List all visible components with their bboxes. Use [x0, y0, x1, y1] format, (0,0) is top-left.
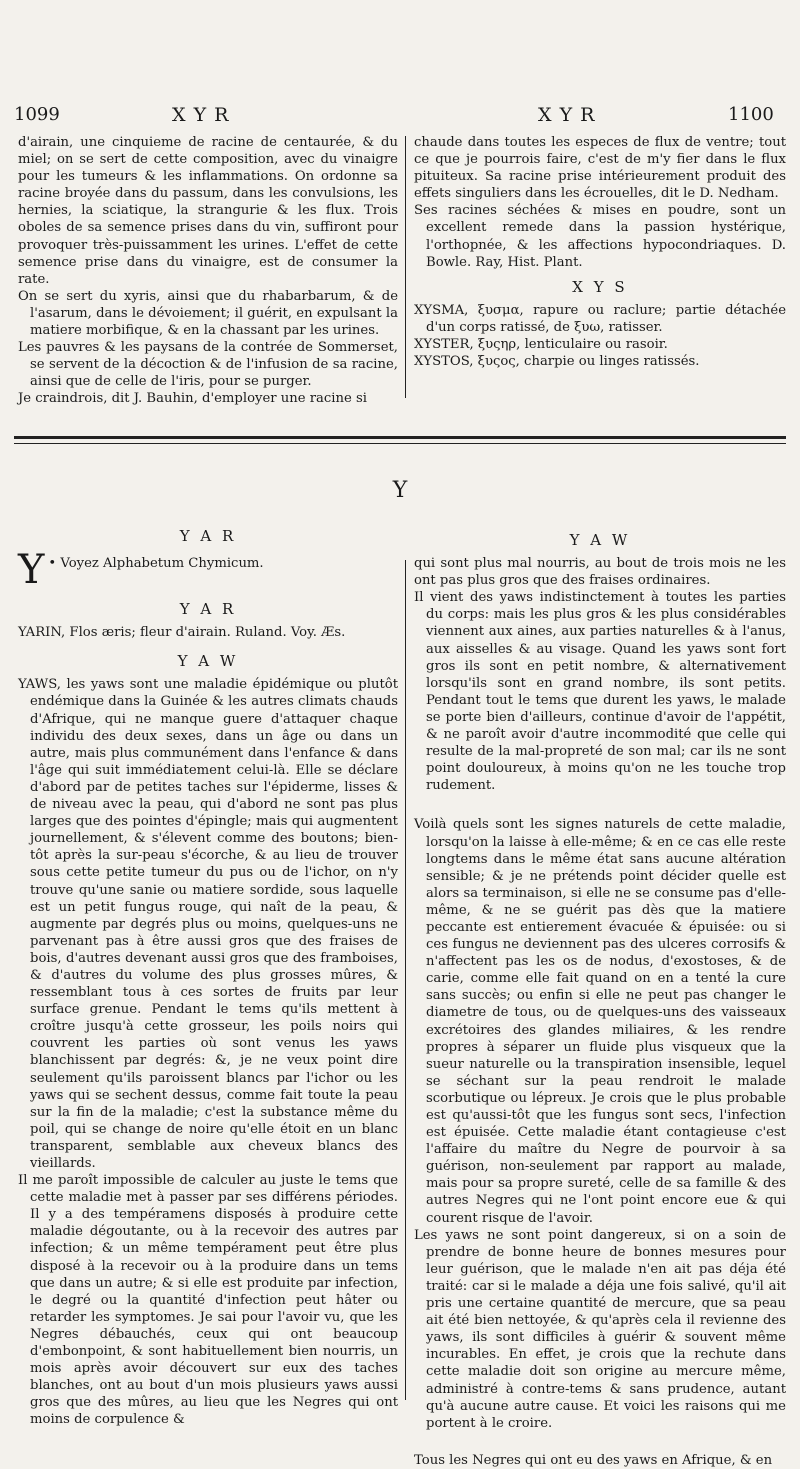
paragraph: On se sert du xyris, ainsi que du rhabarbarum, & de l'asarum, dans le dévoiement; il guérit, en expulsant la matiere morbifique, & en la chassant par les urines.: [18, 288, 398, 339]
entry-xyster: XYSTER, ξυςηρ, lenticulaire ou rasoir.: [414, 337, 668, 353]
section-heading-yaw-right: Y A W: [569, 531, 631, 549]
paragraph: Il me paroît impossible de calculer au juste le tems que cette maladie met à passer par ses différens périodes. Il y a des tempéramens disposés à produire cette maladie dégoutante, ou à la recevoir des autres par infection; & un même tempérament peut être plus disposé à la recevoir ou à la produire dans un tems que dans un autre; & si elle est produite par infection, le degré ou la quantité d'infection peut hâter ou retarder les symptomes. Je sai pour l'avoir vu, que les Negres débauchés, ceux qui ont beaucoup d'embonpoint, & sont habituellement bien nourris, un mois après avoir découvert sur eux des taches blanches, ont au bout d'un mois plusieurs yaws aussi gros que des mûres, au lieu que les Negres qui ont moins de corpulence &: [18, 1173, 398, 1428]
entry-xystos: XYSTOS, ξυςος, charpie ou linges ratissés.: [414, 354, 700, 370]
section-heading-yar-2: Y A R: [179, 600, 237, 619]
entry-y-text: • Voyez Alphabetum Chymicum.: [48, 556, 264, 572]
right-running-title: X Y R: [538, 104, 596, 126]
section-heading-yaw: Y A W: [177, 652, 239, 671]
letter-heading: Y: [392, 478, 408, 503]
section-rule-thick: [14, 436, 786, 439]
paragraph: qui sont plus mal nourris, au bout de trois mois ne les ont pas plus gros que des fraises ordinaires.: [414, 556, 786, 589]
section-heading-xys: X Y S: [572, 277, 628, 296]
paragraph: Il vient des yaws indistinctement à toutes les parties du corps: mais les plus gros & les plus considérables viennent aux aines, aux parties naturelles & à l'anus, aux aisselles & au visage. Quand les yaws sont fort gros ils sont en petit nombre, & alternativement lorsqu'ils sont en grand nombre, ils sont petits. Pendant tout le tems que durent les yaws, le malade se porte bien d'ailleurs, continue d'avoir de l'appétit, & ne paroît avoir d'autre incommodité que celle qui resulte de la mal-propreté de son mal; car ils ne sont point douloureux, à moins qu'on ne les touche trop rudement.: [414, 590, 786, 794]
left-running-title: X Y R: [172, 104, 230, 126]
column-divider: [405, 136, 406, 398]
section-heading-yar: Y A R: [179, 527, 237, 545]
paragraph: Je craindrois, dit J. Bauhin, d'employer une racine si: [18, 391, 367, 407]
paragraph: Les pauvres & les paysans de la contrée de Sommerset, se servent de la décoction & de l'infusion de sa racine, ainsi que de celle de l'iris, pour se purger.: [18, 340, 398, 390]
paragraph: Ses racines séchées & mises en poudre, sont un excellent remede dans la passion hystérique, l'orthopnée, & les affections hypocondriaques. D. Bowle. Ray, Hist. Plant.: [414, 203, 786, 270]
bottom-right-column: [414, 532, 786, 1469]
paragraph: Voilà quels sont les signes naturels de cette maladie, lorsqu'on la laisse à elle-même; & en ce cas elle reste longtems dans le même état sans aucune altération sensible; & je ne prétends point décider quelle est alors sa terminaison, si elle ne se consume pas d'elle-même, & ne se guérit pas dès que la matiere peccante est entierement évacuée & épuisée: ou si ces fungus ne deviennent pas des ulceres corrosifs & n'affectent pas les os de nodus, d'exostoses, & de carie, comme elle fait quand on en a tenté la cure sans succès; ou enfin si elle ne peut pas changer le diametre de tous, ou de quelques-uns des vaisseaux excrétoires des glandes miliaires, & les rendre propres à séparer un fluide plus visqueux que la sueur naturelle ou la transpiration insensible, lequel se séchant sur la peau rendroit le malade scorbutique ou lépreux. Je crois que le plus probable est qu'aussi-tôt que les fungus sont secs, l'infection est épuisée. Cette maladie étant contagieuse c'est l'affaire du maître du Negre de pourvoir à sa guérison, non-seulement par rapport au malade, mais pour sa propre sureté, celle de sa famille & des autres Negres qui ne l'ont point encore eue & qui courent risque de l'avoir.: [414, 817, 786, 1226]
entry-yarin: YARIN, Flos æris; fleur d'airain. Ruland. Voy. Æs.: [18, 625, 346, 641]
entry-y: [18, 547, 398, 594]
entry-xysma: XYSMA, ξυσμα, rapure ou raclure; partie détachée d'un corps ratissé, de ξυω, ratisser.: [414, 302, 786, 335]
bottom-left-column: [18, 528, 398, 1429]
paragraph: Les yaws ne sont point dangereux, si on a soin de prendre de bonne heure de bonnes mesures pour leur guérison, que le malade n'en ait pas déja été traité: car si le malade a déja une fois salivé, qu'il ait pris une certaine quantité de mercure, que sa peau ait été bien nettoyée, & qu'après cela il revienne des yaws, ils sont difficiles à guérir & souvent même incurables. En effet, je crois que la rechute dans cette maladie doit son origine au mercure même, administré à contre-tems & sans prudence, autant qu'à aucune autre cause. Et voici les raisons qui me portent à le croire.: [414, 1227, 786, 1431]
drop-cap-y: Y: [18, 547, 45, 594]
left-page-number: 1099: [14, 104, 60, 125]
paragraph: chaude dans toutes les especes de flux de ventre; tout ce que je pourrois faire, c'est de m'y fier dans le flux pituiteux. Sa racine prise intérieurement produit des effets singuliers dans les écrouelles, dit le D. Nedham.: [414, 135, 786, 202]
right-page-number: 1100: [728, 104, 774, 125]
section-rule-thin: [14, 443, 786, 444]
paragraph: d'airain, une cinquieme de racine de centaurée, & du miel; on se sert de cette composition, avec du vinaigre pour les tumeurs & les inflammations. On ordonne sa racine broyée dans du passum, dans les convulsions, les hernies, la sciatique, la strangurie & les flux. Trois oboles de sa semence prises dans du vin, suffiront pour provoquer très-puissamment les urines. L'effet de cette semence prise dans du vinaigre, est de consumer la rate.: [18, 135, 398, 287]
entry-yaws: YAWS, les yaws sont une maladie épidémique ou plutôt endémique dans la Guinée & les autres climats chauds d'Afrique, qui ne manque guere d'attaquer chaque individu des deux sexes, dans un âge ou dans un autre, mais plus communément dans l'enfance & dans l'âge qui suit immédiatement celui-là. Elle se déclare d'abord par de petites taches sur l'épiderme, lisses & de niveau avec la peau, qui d'abord ne sont pas plus larges que des pointes d'épingle; mais qui augmentent journellement, & s'élevent comme des boutons; bien-tôt après la sur-peau s'écorche, & au lieu de trouver sous cette petite tumeur du pus ou de l'ichor, on n'y trouve qu'une sanie ou matiere sordide, sous laquelle est un petit fungus rouge, qui naît de la peau, & augmente par degrés plus ou moins, quelques-uns ne parvenant pas à être aussi gros que des fraises de bois, d'autres devenant aussi gros que des framboises, & d'autres du volume des plus grosses mûres, & ressemblant tous à ces sortes de fruits par leur surface grenue. Pendant le tems qu'ils mettent à croître jusqu'à cette grosseur, les poils noirs qui couvrent les parties où sont venus les yaws blanchissent par degrés: &, je ne veux point dire seulement qu'ils paroissent blancs par l'ichor ou les yaws qui se sechent dessus, comme fait toute la peau sur la fin de la maladie; c'est la substance même du poil, qui se change de noire qu'elle étoit en un blanc transparent, semblable aux cheveux blancs des vieillards.: [18, 677, 398, 1171]
top-left-column: [18, 134, 398, 408]
column-divider: [405, 560, 406, 1400]
top-right-column: [414, 134, 786, 370]
paragraph: Tous les Negres qui ont eu des yaws en Afrique, & en: [414, 1452, 773, 1468]
